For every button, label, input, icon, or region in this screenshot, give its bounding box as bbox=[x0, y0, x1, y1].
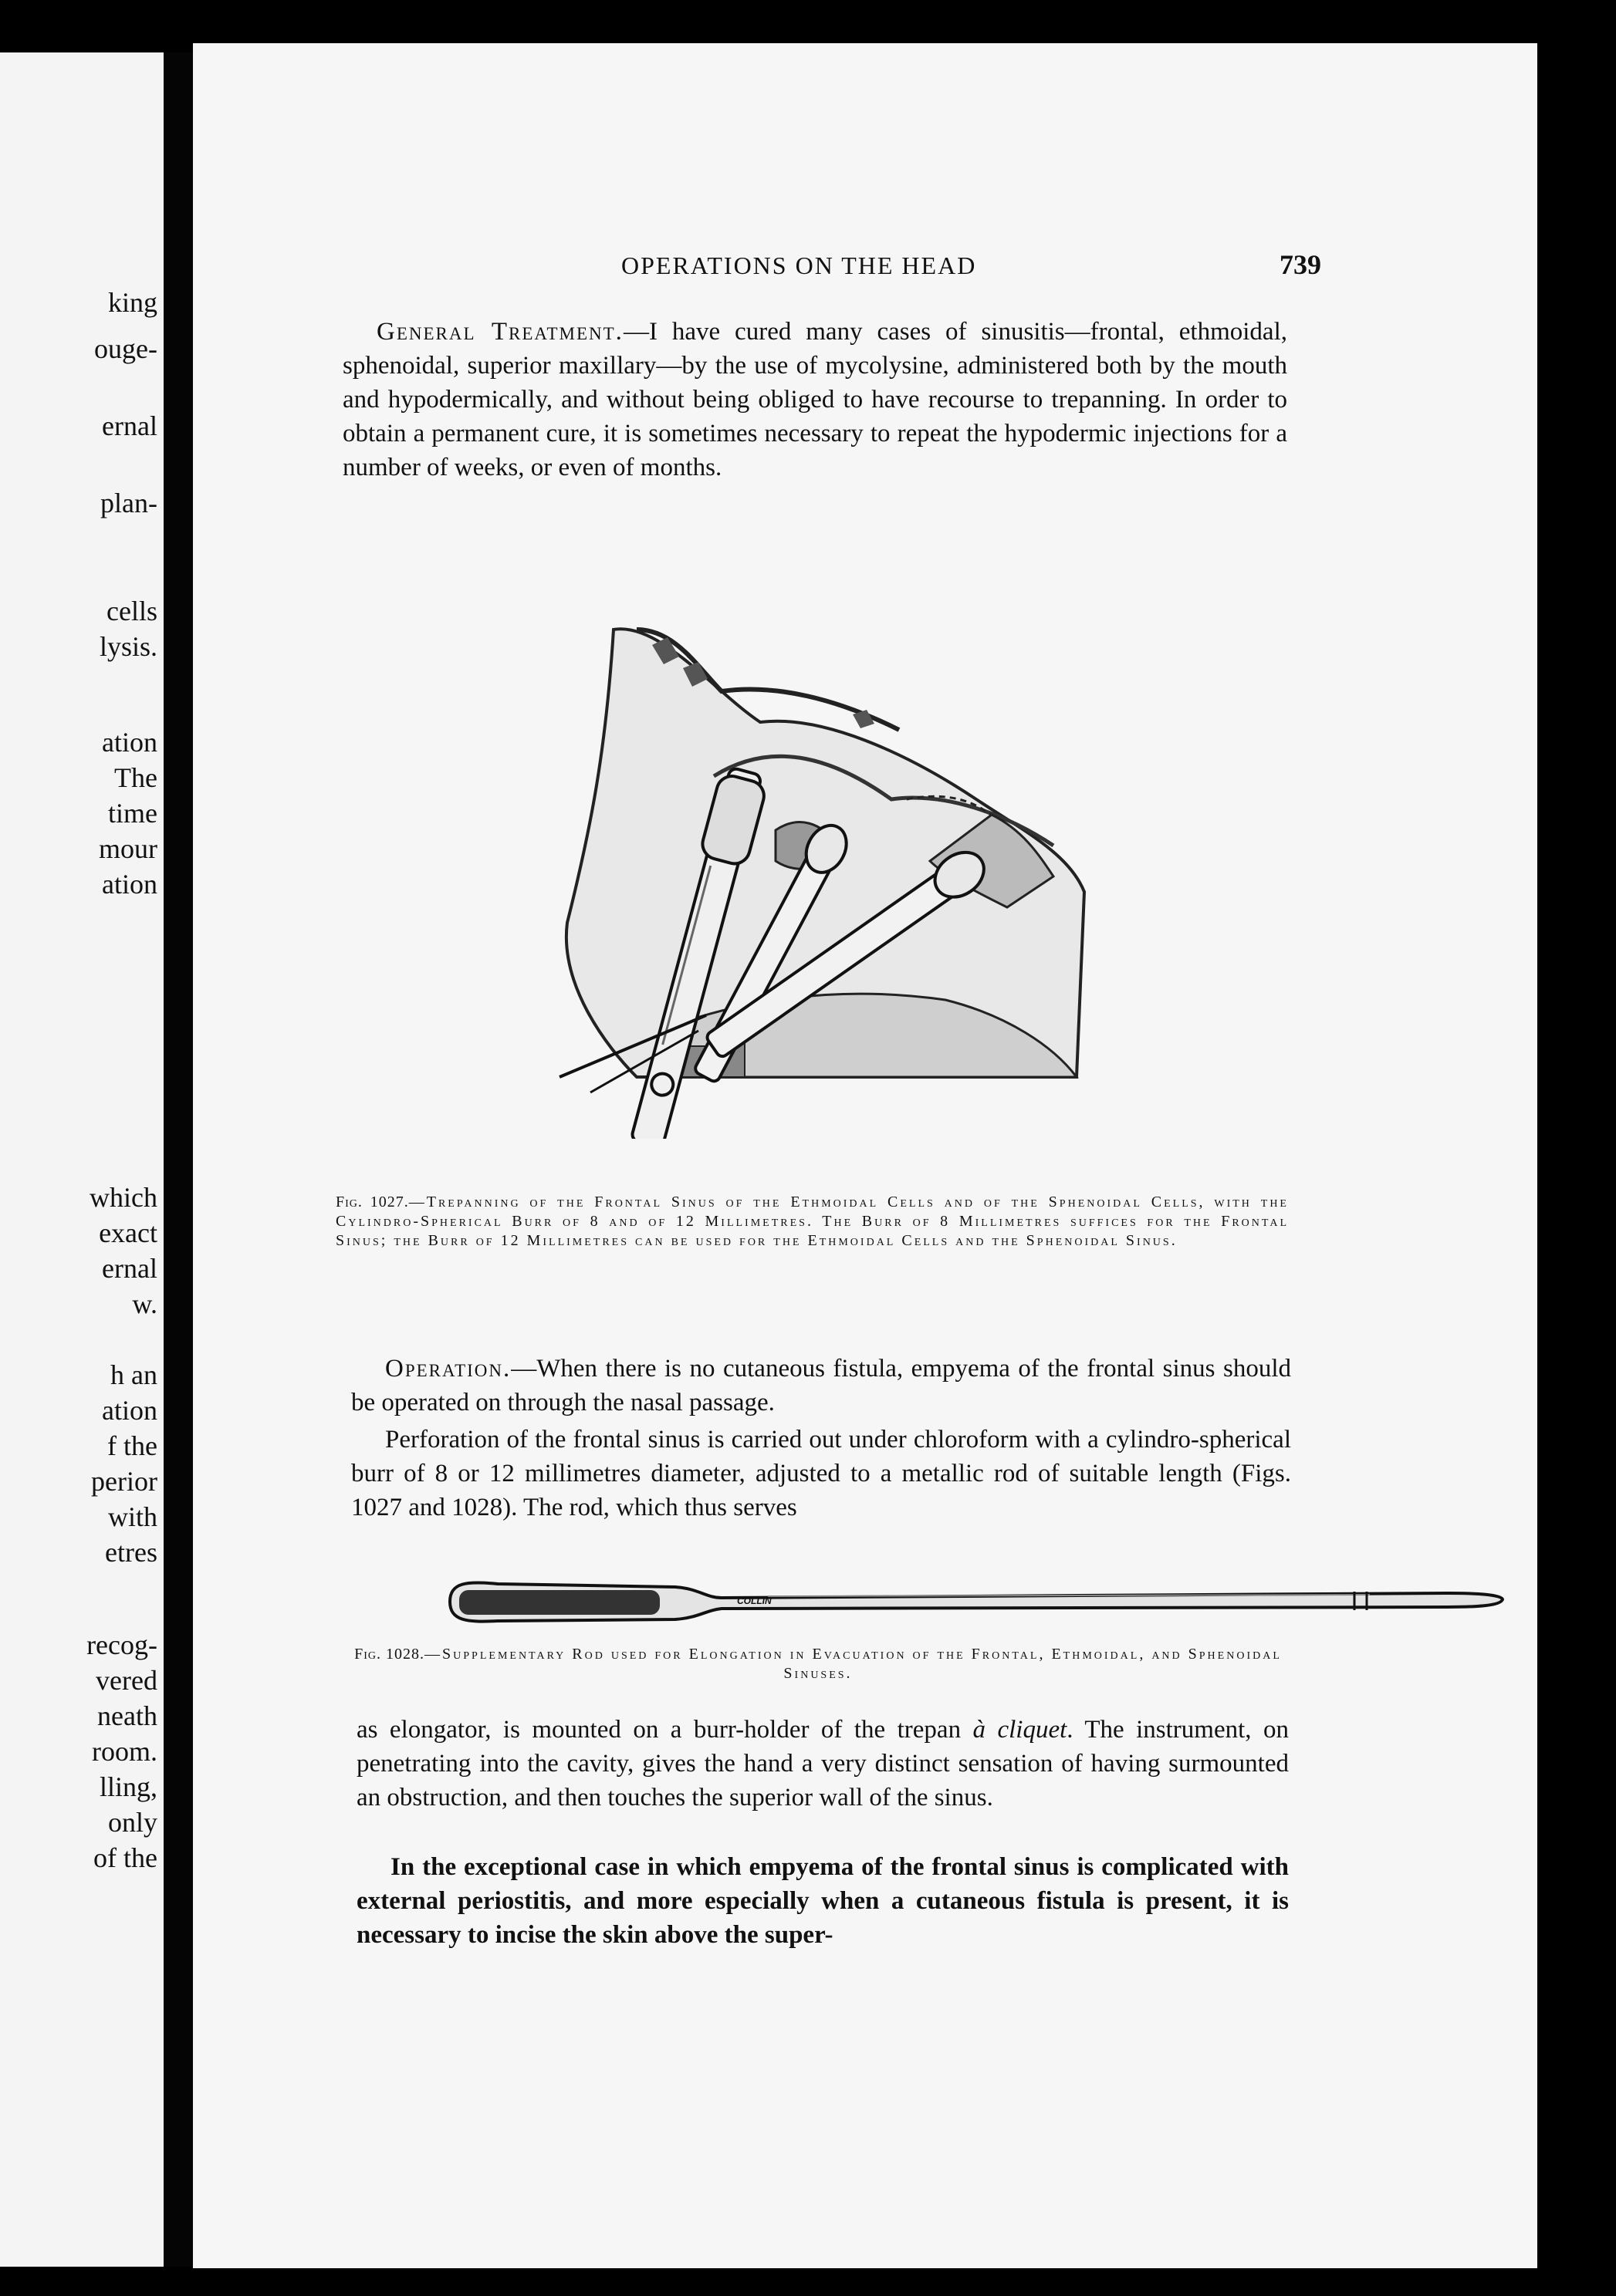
paragraph-text: —I have cured many cases of sinusitis—frontal, ethmoidal, sphenoidal, superior maxillary—by the use of mycolysine, administered both by the mouth and hypodermically, and without being obliged to have recourse to trepanning. In order to obtain a permanent cure, it is sometimes necessary to repeat the hypodermic injections for a number of weeks, or even of months. bbox=[343, 318, 1287, 481]
section-heading: General Treatment. bbox=[377, 318, 624, 346]
caption-text: —Trepanning of the Frontal Sinus of the Ethmoidal Cells and of the Sphenoidal Cells, with the Cylindro-Spherical Burr of 8 and of 12 Millimetres. The Burr of 8 Millimetres suffices for the Frontal Sinus; the Burr of 12 Millimetres can be used for the Ethmoidal Cells and the Sphenoidal Sinus. bbox=[336, 1194, 1289, 1249]
perforation-paragraph: Perforation of the frontal sinus is carried out under chloroform with a cylindro-spherical burr of 8 or 12 millimetres diameter, adjusted to a metallic rod of suitable length (Figs. 1027 and 1028). The rod, which thus serves bbox=[351, 1426, 1291, 1521]
facing-page-line: cells bbox=[106, 596, 157, 626]
facing-page-line: ation bbox=[102, 1395, 157, 1426]
final-paragraph: In the exceptional case in which empyema of the frontal sinus is complicated with external periostitis, and more especially when a cutaneous fistula is present, it is necessary to incise the skin above the super- bbox=[357, 1853, 1289, 1949]
page-number: 739 bbox=[1280, 249, 1321, 280]
facing-page-line: vered bbox=[96, 1665, 157, 1696]
facing-page-line: time bbox=[108, 798, 157, 829]
rod-maker-mark: COLLIN bbox=[737, 1595, 772, 1606]
facing-page-line: mour bbox=[99, 833, 157, 864]
trepanning-illustration bbox=[544, 599, 1107, 1139]
facing-page-line: neath bbox=[97, 1700, 157, 1731]
facing-page-line: ernal bbox=[102, 1253, 157, 1284]
operation-paragraph bbox=[351, 1352, 1291, 1420]
facing-page-line: w. bbox=[132, 1288, 157, 1319]
facing-page-line: king bbox=[107, 287, 157, 318]
facing-page-line: lysis. bbox=[99, 631, 157, 662]
facing-page-line: etres bbox=[105, 1537, 157, 1568]
general-treatment-paragraph bbox=[343, 315, 1287, 485]
facing-page-line: ation bbox=[102, 727, 157, 758]
italic-term: à cliquet bbox=[972, 1716, 1067, 1744]
facing-page-line: ation bbox=[102, 869, 157, 900]
facing-page-line: plan- bbox=[100, 488, 157, 518]
facing-page-line: lling, bbox=[99, 1771, 157, 1802]
supplementary-rod-illustration bbox=[444, 1559, 1509, 1636]
figure-label: Fig. 1027. bbox=[336, 1194, 409, 1210]
continuation-paragraph bbox=[357, 1713, 1289, 1815]
paragraph-text: —When there is no cutaneous fistula, empyema of the frontal sinus should be operated on through the nasal passage. bbox=[351, 1355, 1291, 1416]
paragraph-text-end: . The instrument, on penetrating into the cavity, gives the hand a very distinct sensation of having surmounted an obstruction, and then touches the superior wall of the sinus. bbox=[357, 1716, 1289, 1811]
facing-page-line: which bbox=[90, 1182, 157, 1213]
facing-page-line: ernal bbox=[102, 410, 157, 441]
caption-text: —Supplementary Rod used for Elongation in Evacuation of the Frontal, Ethmoidal, and Sphenoidal Sinuses. bbox=[424, 1646, 1282, 1682]
figure-1027-caption bbox=[336, 1193, 1289, 1251]
section-heading: Operation. bbox=[385, 1355, 512, 1383]
facing-page-line: with bbox=[107, 1501, 157, 1532]
facing-page-line: The bbox=[114, 762, 157, 793]
facing-page-line: f the bbox=[107, 1430, 157, 1461]
facing-page bbox=[0, 52, 164, 2267]
paragraph-text: as elongator, is mounted on a burr-holder of the trepan bbox=[357, 1716, 973, 1744]
figure-label: Fig. 1028. bbox=[354, 1646, 425, 1663]
facing-page-line: room. bbox=[92, 1736, 157, 1767]
facing-page-line: ouge- bbox=[94, 333, 157, 364]
facing-page-line: perior bbox=[91, 1466, 157, 1497]
facing-page-line: recog- bbox=[86, 1629, 157, 1660]
facing-page-line: exact bbox=[99, 1217, 157, 1248]
figure-1028-caption bbox=[340, 1645, 1297, 1683]
facing-page-line: of the bbox=[93, 1842, 157, 1873]
facing-page-line: only bbox=[107, 1807, 157, 1838]
running-header: OPERATIONS ON THE HEAD bbox=[621, 252, 977, 279]
facing-page-line: h an bbox=[110, 1359, 157, 1390]
book-gutter bbox=[164, 52, 193, 2267]
book-page bbox=[193, 43, 1537, 2268]
